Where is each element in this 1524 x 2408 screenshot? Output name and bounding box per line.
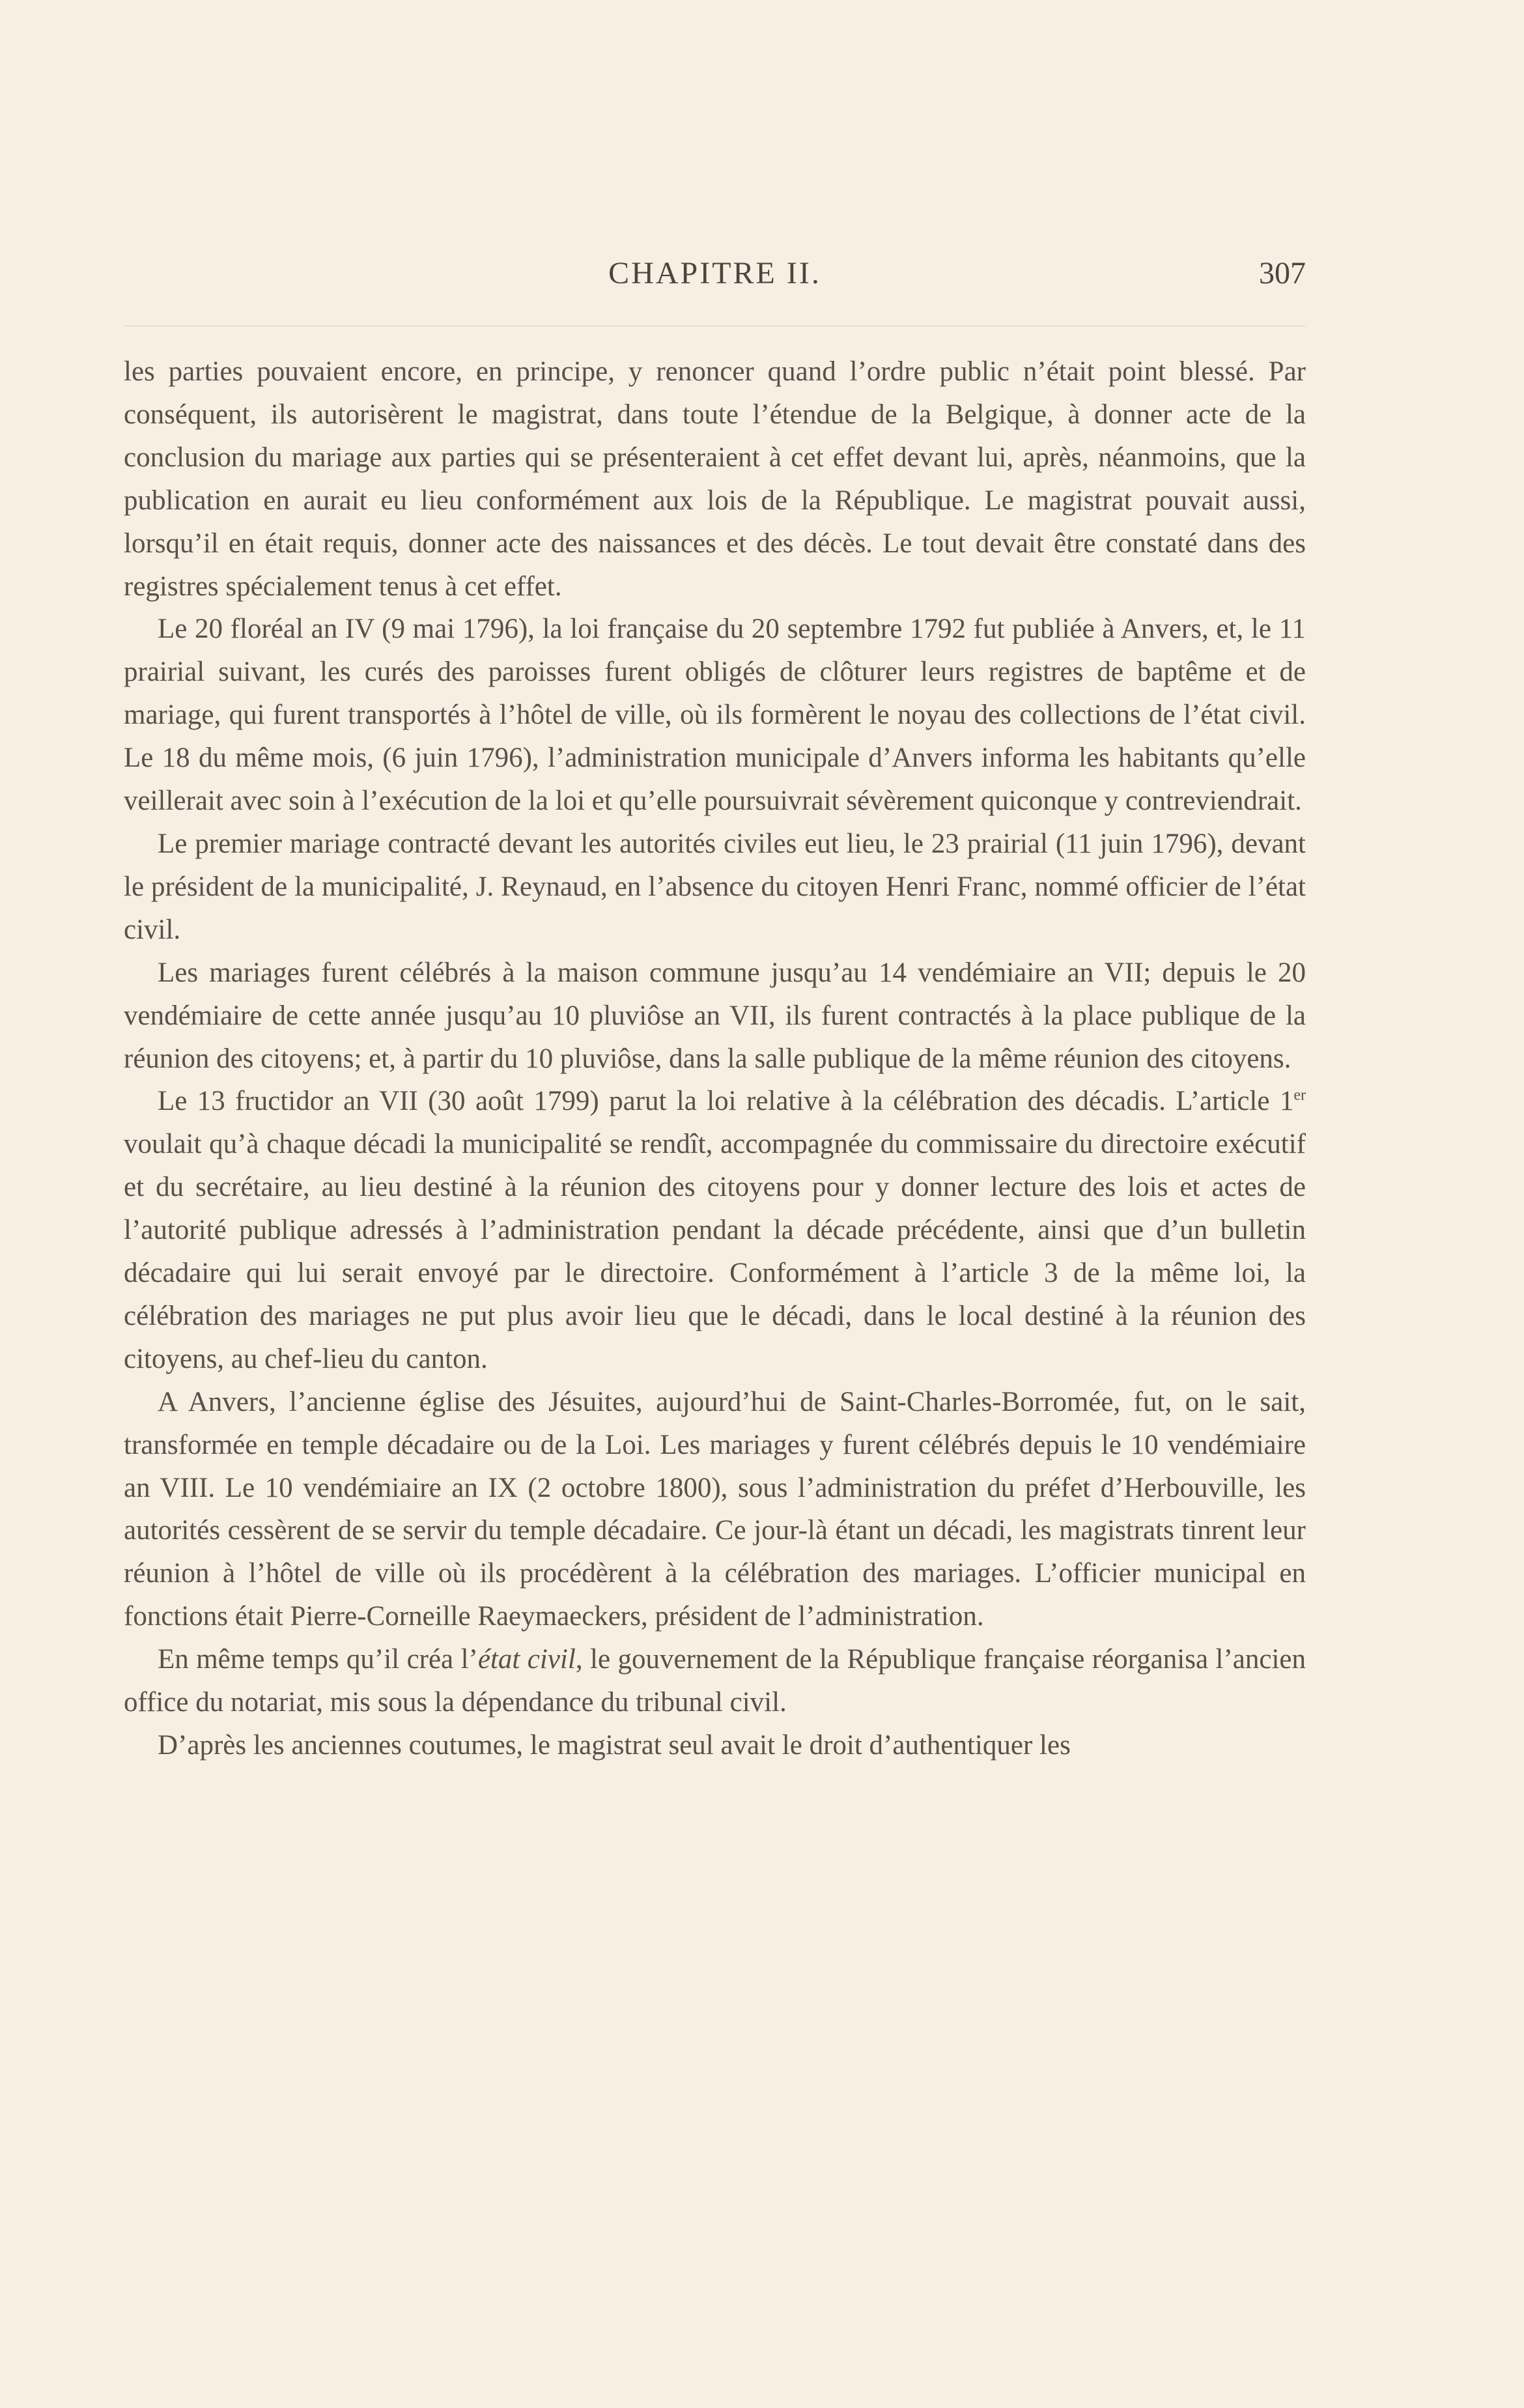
running-head: [124, 255, 1306, 301]
paragraph-premier-mariage: Le premier mariage contracté devant les autorités civiles eut lieu, le 23 prairial (11 juin 1796), devant le président de la municipalité, J. Reynaud, en l’absence du citoyen Henri Franc, nommé officier de l’état civil.: [124, 828, 1306, 945]
paragraph-anciennes-coutumes: D’après les anciennes coutumes, le magistrat seul avait le droit d’authentiquer les: [158, 1730, 1071, 1761]
superscript-er: er: [1293, 1087, 1306, 1105]
paragraph-fructidor-part1: Le 13 fructidor an VII (30 août 1799) parut la loi relative à la célébration des décadis. L’article 1: [158, 1086, 1294, 1117]
paragraph-floreal: Le 20 floréal an IV (9 mai 1796), la loi française du 20 septembre 1792 fut publiée à Anvers, et, le 11 prairial suivant, les curés des paroisses furent obligés de clôturer leurs registres de baptême et de mariage, qui furent transportés à l’hôtel de ville, où ils formèrent le noyau des collections de l’état civil. Le 18 du même mois, (6 juin 1796), l’administration municipale d’Anvers informa les habitants qu’elle veillerait avec soin à l’exécution de la loi et qu’elle poursuivrait sévèrement quiconque y contreviendrait.: [124, 614, 1306, 817]
paragraph-continued: les parties pouvaient encore, en principe, y renoncer quand l’ordre public n’était point blessé. Par conséquent, ils autorisèrent le magistrat, dans toute l’étendue de la Belgique, à donner acte de la conclusion du mariage aux parties qui se présenteraient à cet effet devant lui, après, néanmoins, que la publication en aurait eu lieu conformément aux lois de la République. Le magistrat pouvait aussi, lorsqu’il en était requis, donner acte des naissances et des décès. Le tout devait être constaté dans des registres spécialement tenus à cet effet.: [124, 356, 1306, 602]
paragraph-notariat-part2: , le gouvernement de la République française réorganisa l’ancien office du notariat, mis sous la dépendance du tribunal civil.: [124, 1644, 1306, 1718]
paragraph-notariat: [124, 1638, 1306, 1724]
body-text: [124, 350, 1306, 1767]
paragraph-fructidor-part2: voulait qu’à chaque décadi la municipalité se rendît, accompagnée du commissaire du directoire exécutif et du secrétaire, au lieu destiné à la réunion des citoyens pour y donner lecture des lois et actes de l’autorité publique adressés à l’administration pendant la décade précédente, ainsi que d’un bulletin décadaire qui lui serait envoyé par le directoire. Conformément à l’article 3 de la même loi, la célébration des mariages ne put plus avoir lieu que le décadi, dans le local destiné à la réunion des citoyens, au chef-lieu du canton.: [124, 1129, 1306, 1374]
chapter-title: CHAPITRE II.: [608, 256, 821, 290]
paragraph-fructidor: [124, 1080, 1306, 1380]
page-number: 307: [1259, 256, 1306, 290]
paragraph-notariat-part1: En même temps qu’il créa l’: [158, 1644, 478, 1675]
paragraph-anvers: A Anvers, l’ancienne église des Jésuites, aujourd’hui de Saint-Charles-Borromée, fut, on le sait, transformée en temple décadaire ou de la Loi. Les mariages y furent célébrés depuis le 10 vendémiaire an VIII. Le 10 vendémiaire an IX (2 octobre 1800), sous l’administration du préfet d’Herbouville, les autorités cessèrent de se servir du temple décadaire. Ce jour-là étant un décadi, les magistrats tinrent leur réunion à l’hôtel de ville où ils procédèrent à la célébration des mariages. L’officier municipal en fonctions était Pierre-Corneille Raeymaeckers, président de l’administration.: [124, 1386, 1306, 1632]
italic-etat-civil: état civil: [477, 1644, 576, 1675]
paragraph-mariages-celebres: Les mariages furent célébrés à la maison commune jusqu’au 14 vendémiaire an VII; depuis le 20 vendémiaire de cette année jusqu’au 10 pluviôse an VII, ils furent contractés à la place publique de la réunion des citoyens; et, à partir du 10 pluviôse, dans la salle publique de la même réunion des citoyens.: [124, 957, 1306, 1074]
